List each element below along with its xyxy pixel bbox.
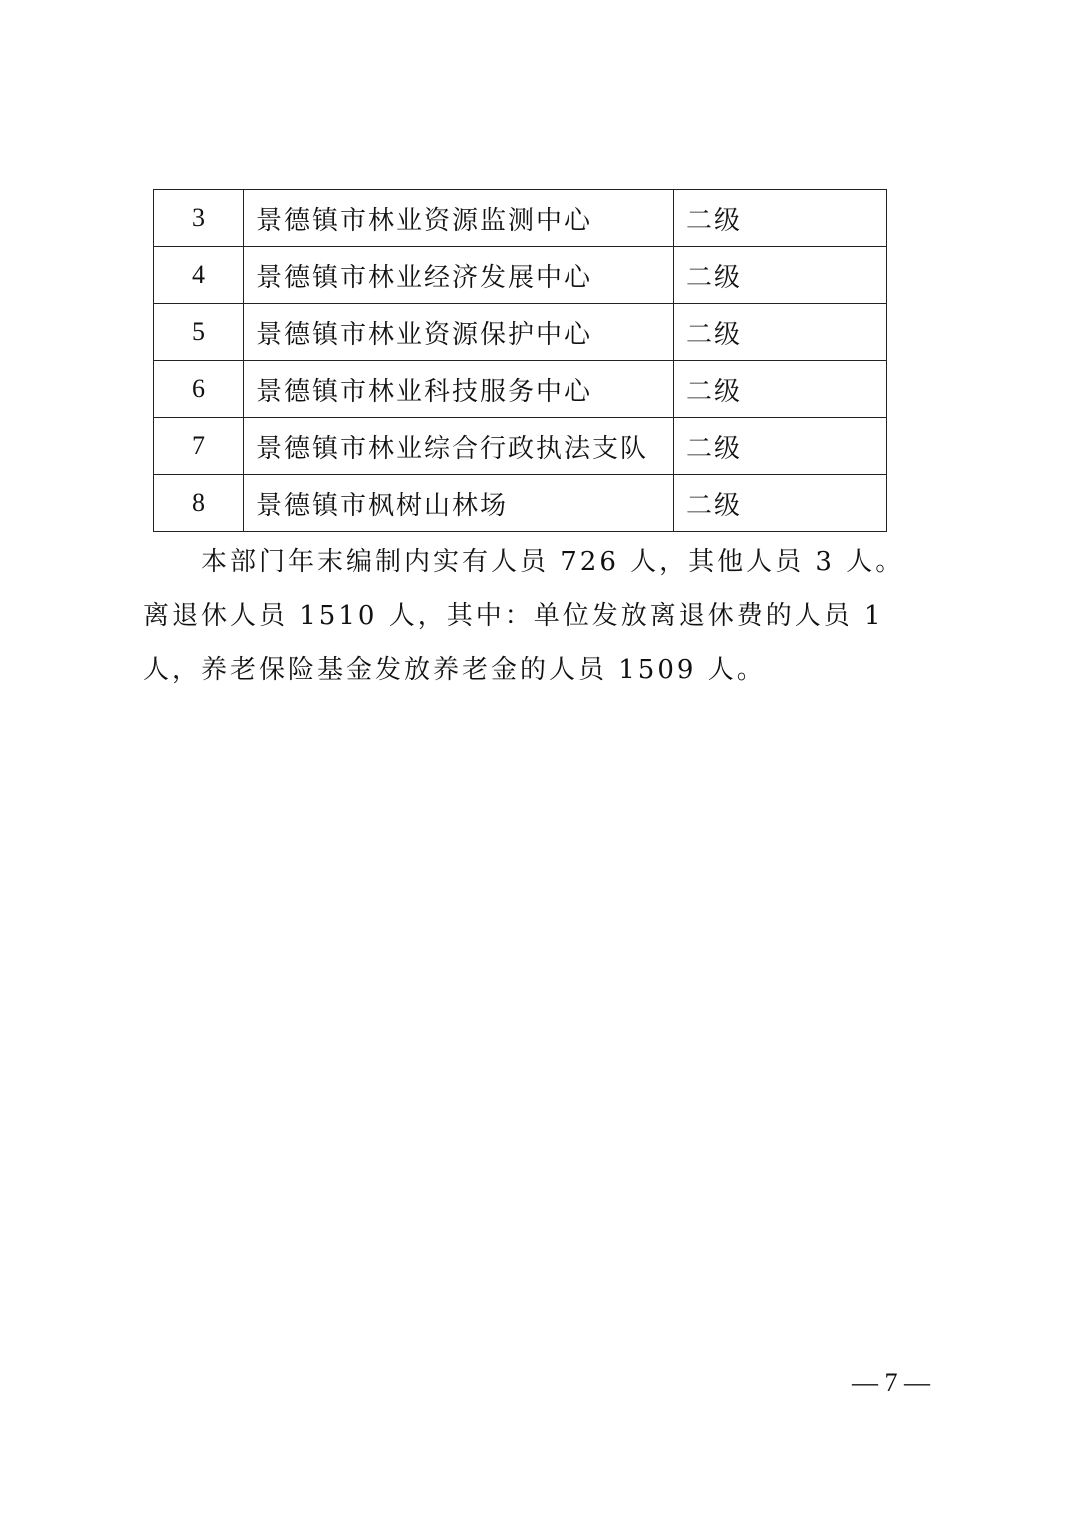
row-index: 6: [154, 361, 244, 418]
unit-level: 二级: [674, 247, 887, 304]
row-index: 8: [154, 475, 244, 532]
unit-name: 景德镇市林业科技服务中心: [244, 361, 674, 418]
unit-level: 二级: [674, 304, 887, 361]
table-row: [154, 304, 887, 361]
unit-name: 景德镇市枫树山林场: [244, 475, 674, 532]
unit-name: 景德镇市林业经济发展中心: [244, 247, 674, 304]
row-index: 3: [154, 190, 244, 247]
table-row: [154, 361, 887, 418]
row-index: 5: [154, 304, 244, 361]
table-row: [154, 475, 887, 532]
table-row: [154, 418, 887, 475]
row-index: 4: [154, 247, 244, 304]
table-row: [154, 247, 887, 304]
unit-name: 景德镇市林业资源保护中心: [244, 304, 674, 361]
unit-name: 景德镇市林业综合行政执法支队: [244, 418, 674, 475]
unit-level: 二级: [674, 418, 887, 475]
row-index: 7: [154, 418, 244, 475]
unit-level: 二级: [674, 361, 887, 418]
unit-level: 二级: [674, 190, 887, 247]
table-row: [154, 190, 887, 247]
unit-name: 景德镇市林业资源监测中心: [244, 190, 674, 247]
units-table: [153, 189, 887, 532]
page-number: — 7 —: [852, 1368, 930, 1397]
unit-level: 二级: [674, 475, 887, 532]
staffing-paragraph: 本部门年末编制内实有人员 726 人，其他人员 3 人。离退休人员 1510 人，其中：单位发放离退休费的人员 1 人，养老保险基金发放养老金的人员 1509 人。: [143, 547, 905, 685]
